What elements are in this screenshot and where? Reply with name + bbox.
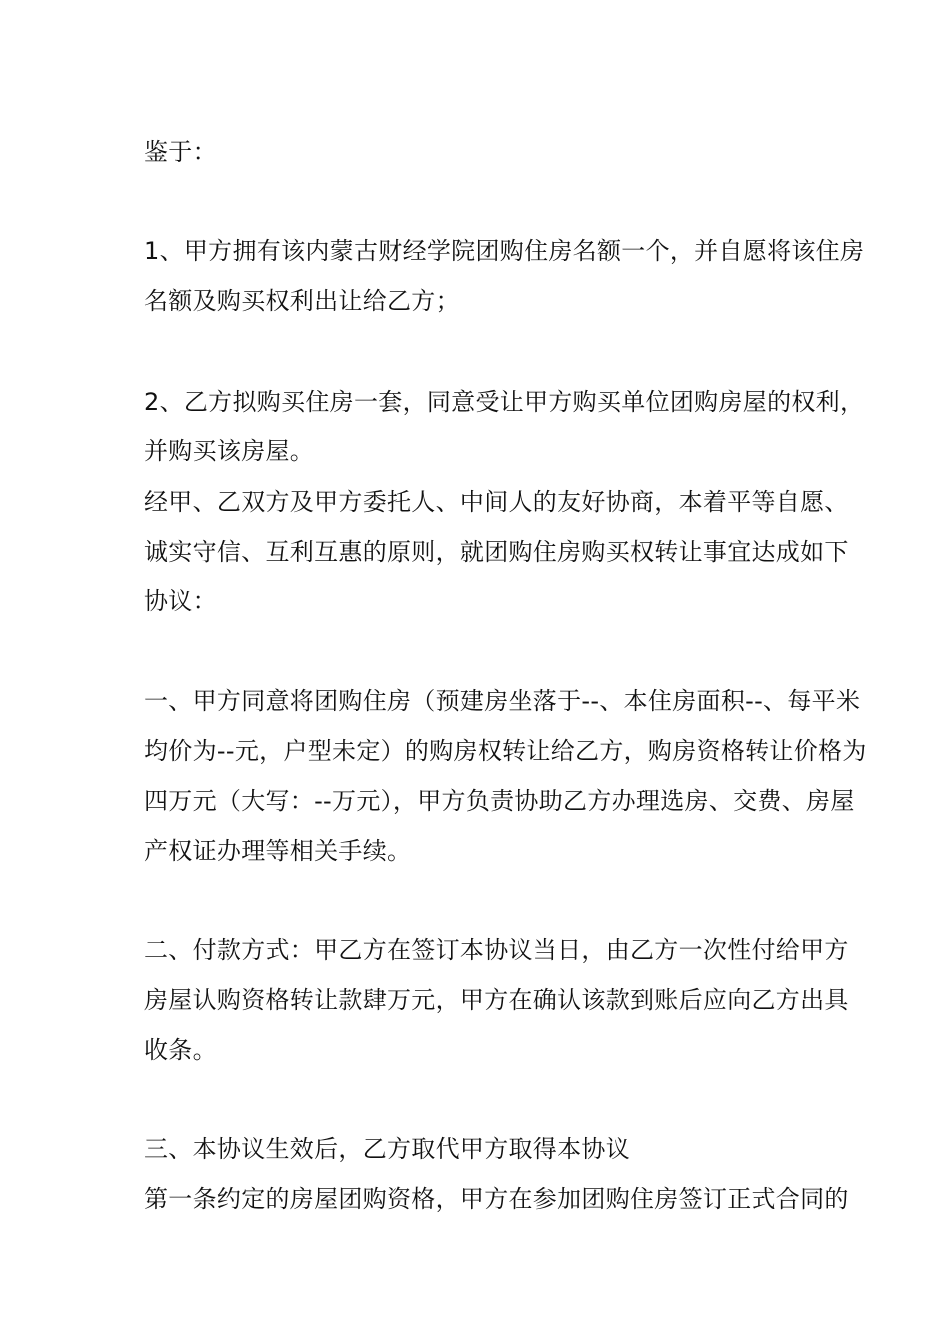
clause-3-line-1: 三、本协议生效后，乙方取代甲方取得本协议 (144, 1135, 630, 1163)
clause-2-line-3: 收条。 (144, 1036, 217, 1064)
agreement-intro-line-2: 诚实守信、互利互惠的原则，就团购住房购买权转让事宜达成如下 (144, 538, 849, 566)
recital-1-line-2: 名额及购买权利出让给乙方； (144, 287, 460, 315)
clause-2-line-1: 二、付款方式：甲乙方在签订本协议当日，由乙方一次性付给甲方 (144, 936, 849, 964)
recital-2-line-1: 2、乙方拟购买住房一套，同意受让甲方购买单位团购房屋的权利， (144, 388, 865, 416)
agreement-intro-line-1: 经甲、乙双方及甲方委托人、中间人的友好协商，本着平等自愿、 (144, 488, 849, 516)
clause-2-line-2: 房屋认购资格转让款肆万元，甲方在确认该款到账后应向乙方出具 (144, 986, 849, 1014)
clause-1-line-3: 四万元（大写：--万元），甲方负责协助乙方办理选房、交费、房屋 (144, 787, 855, 815)
clause-3-line-2: 第一条约定的房屋团购资格，甲方在参加团购住房签订正式合同的 (144, 1185, 849, 1213)
recital-1-line-1: 1、甲方拥有该内蒙古财经学院团购住房名额一个，并自愿将该住房 (144, 237, 865, 265)
clause-1-line-4: 产权证办理等相关手续。 (144, 837, 412, 865)
agreement-intro-line-3: 协议： (144, 587, 217, 615)
recital-2-line-2: 并购买该房屋。 (144, 437, 315, 465)
preamble-heading: 鉴于： (144, 138, 217, 166)
clause-1-line-1: 一、甲方同意将团购住房（预建房坐落于--、本住房面积--、每平米 (144, 687, 861, 715)
clause-1-line-2: 均价为--元，户型未定）的购房权转让给乙方，购房资格转让价格为 (144, 737, 867, 765)
